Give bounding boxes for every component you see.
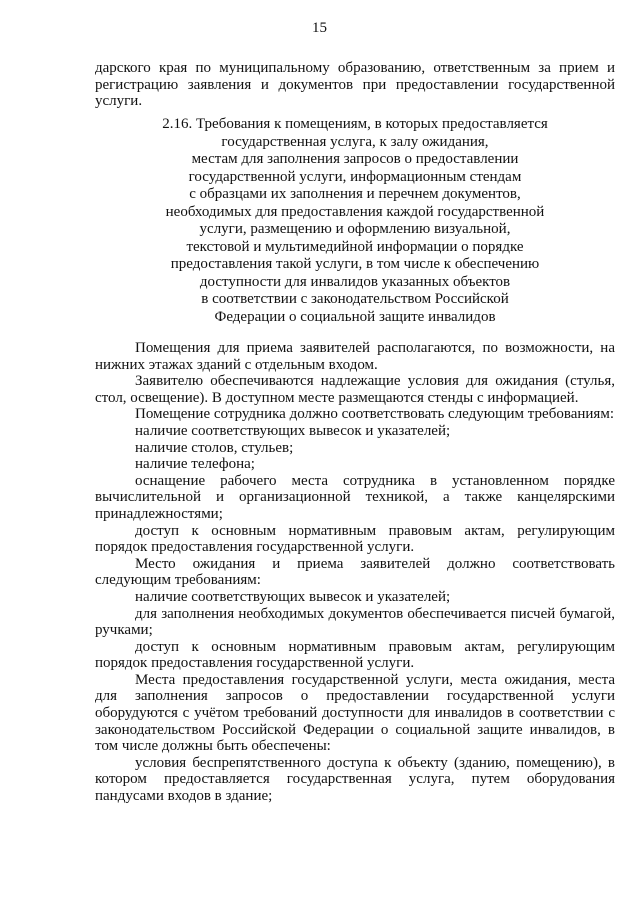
- section-heading-line: предоставления такой услуги, в том числе к обеспечению: [170, 256, 540, 272]
- list-item: для заполнения необходимых документов обеспечивается писчей бумагой, ручками;: [95, 605, 615, 639]
- intro-paragraph: дарского края по муниципальному образованию, ответственным за прием и регистрацию заявления и документов при предоставлении государственной услуги.: [95, 60, 615, 109]
- page-number: 15: [312, 20, 327, 36]
- section-heading-line: в соответствии с законодательством Российской: [201, 291, 509, 307]
- list-item: оснащение рабочего места сотрудника в установленном порядке вычислительной и организационной техникой, а также канцелярскими принадлежностями;: [95, 472, 615, 522]
- section-heading-line: услуги, размещению и оформлению визуальной,: [199, 221, 511, 237]
- list-item: доступ к основным нормативным правовым актам, регулирующим порядок предоставления государственной услуги.: [95, 522, 615, 556]
- section-heading-line: текстовой и мультимедийной информации о порядке: [186, 238, 524, 255]
- section-heading: [95, 116, 615, 326]
- section-heading-line: 2.16. Требования к помещениям, в которых предоставляется: [162, 116, 548, 132]
- list-item: доступ к основным нормативным правовым актам, регулирующим порядок предоставления государственной услуги.: [95, 638, 615, 672]
- section-heading-line: с образцами их заполнения и перечнем документов,: [189, 186, 521, 202]
- body-paragraph: Заявителю обеспечиваются надлежащие условия для ожидания (стулья, стол, освещение). В доступном месте размещаются стенды с информацией.: [95, 373, 615, 406]
- section-heading-line: государственная услуга, к залу ожидания,: [221, 133, 489, 150]
- section-heading-line: Федерации о социальной защите инвалидов: [214, 308, 496, 325]
- list-item: условия беспрепятственного доступа к объекту (зданию, помещению), в котором предоставляется государственная услуга, путем оборудования пандусами входов в здание;: [95, 754, 615, 805]
- body-paragraph: Места предоставления государственной услуги, места ожидания, места для заполнения запросов о предоставлении государственной услуги оборудуются с учётом требований доступности для инвалидов в соответствии с законодательством Российской Федерации о социальной защите инвалидов, в том числе должны быть обеспечены:: [95, 671, 615, 755]
- section-heading-line: доступности для инвалидов указанных объектов: [199, 273, 511, 290]
- body-paragraph: Помещения для приема заявителей располагаются, по возможности, на нижних этажах зданий с отдельным входом.: [95, 340, 615, 373]
- list-item: наличие телефона;: [135, 456, 255, 473]
- body-text: [95, 340, 615, 805]
- section-heading-line: местам для заполнения запросов о предоставлении: [191, 151, 519, 167]
- body-paragraph: Помещение сотрудника должно соответствовать следующим требованиям:: [135, 406, 614, 423]
- list-item: наличие соответствующих вывесок и указателей;: [135, 422, 451, 439]
- body-paragraph: Место ожидания и приема заявителей должно соответствовать следующим требованиям:: [95, 555, 615, 589]
- section-heading-line: необходимых для предоставления каждой государственной: [165, 203, 545, 220]
- list-item: наличие столов, стульев;: [135, 439, 294, 456]
- section-heading-line: государственной услуги, информационным стендам: [188, 168, 522, 185]
- list-item: наличие соответствующих вывесок и указателей;: [135, 588, 451, 605]
